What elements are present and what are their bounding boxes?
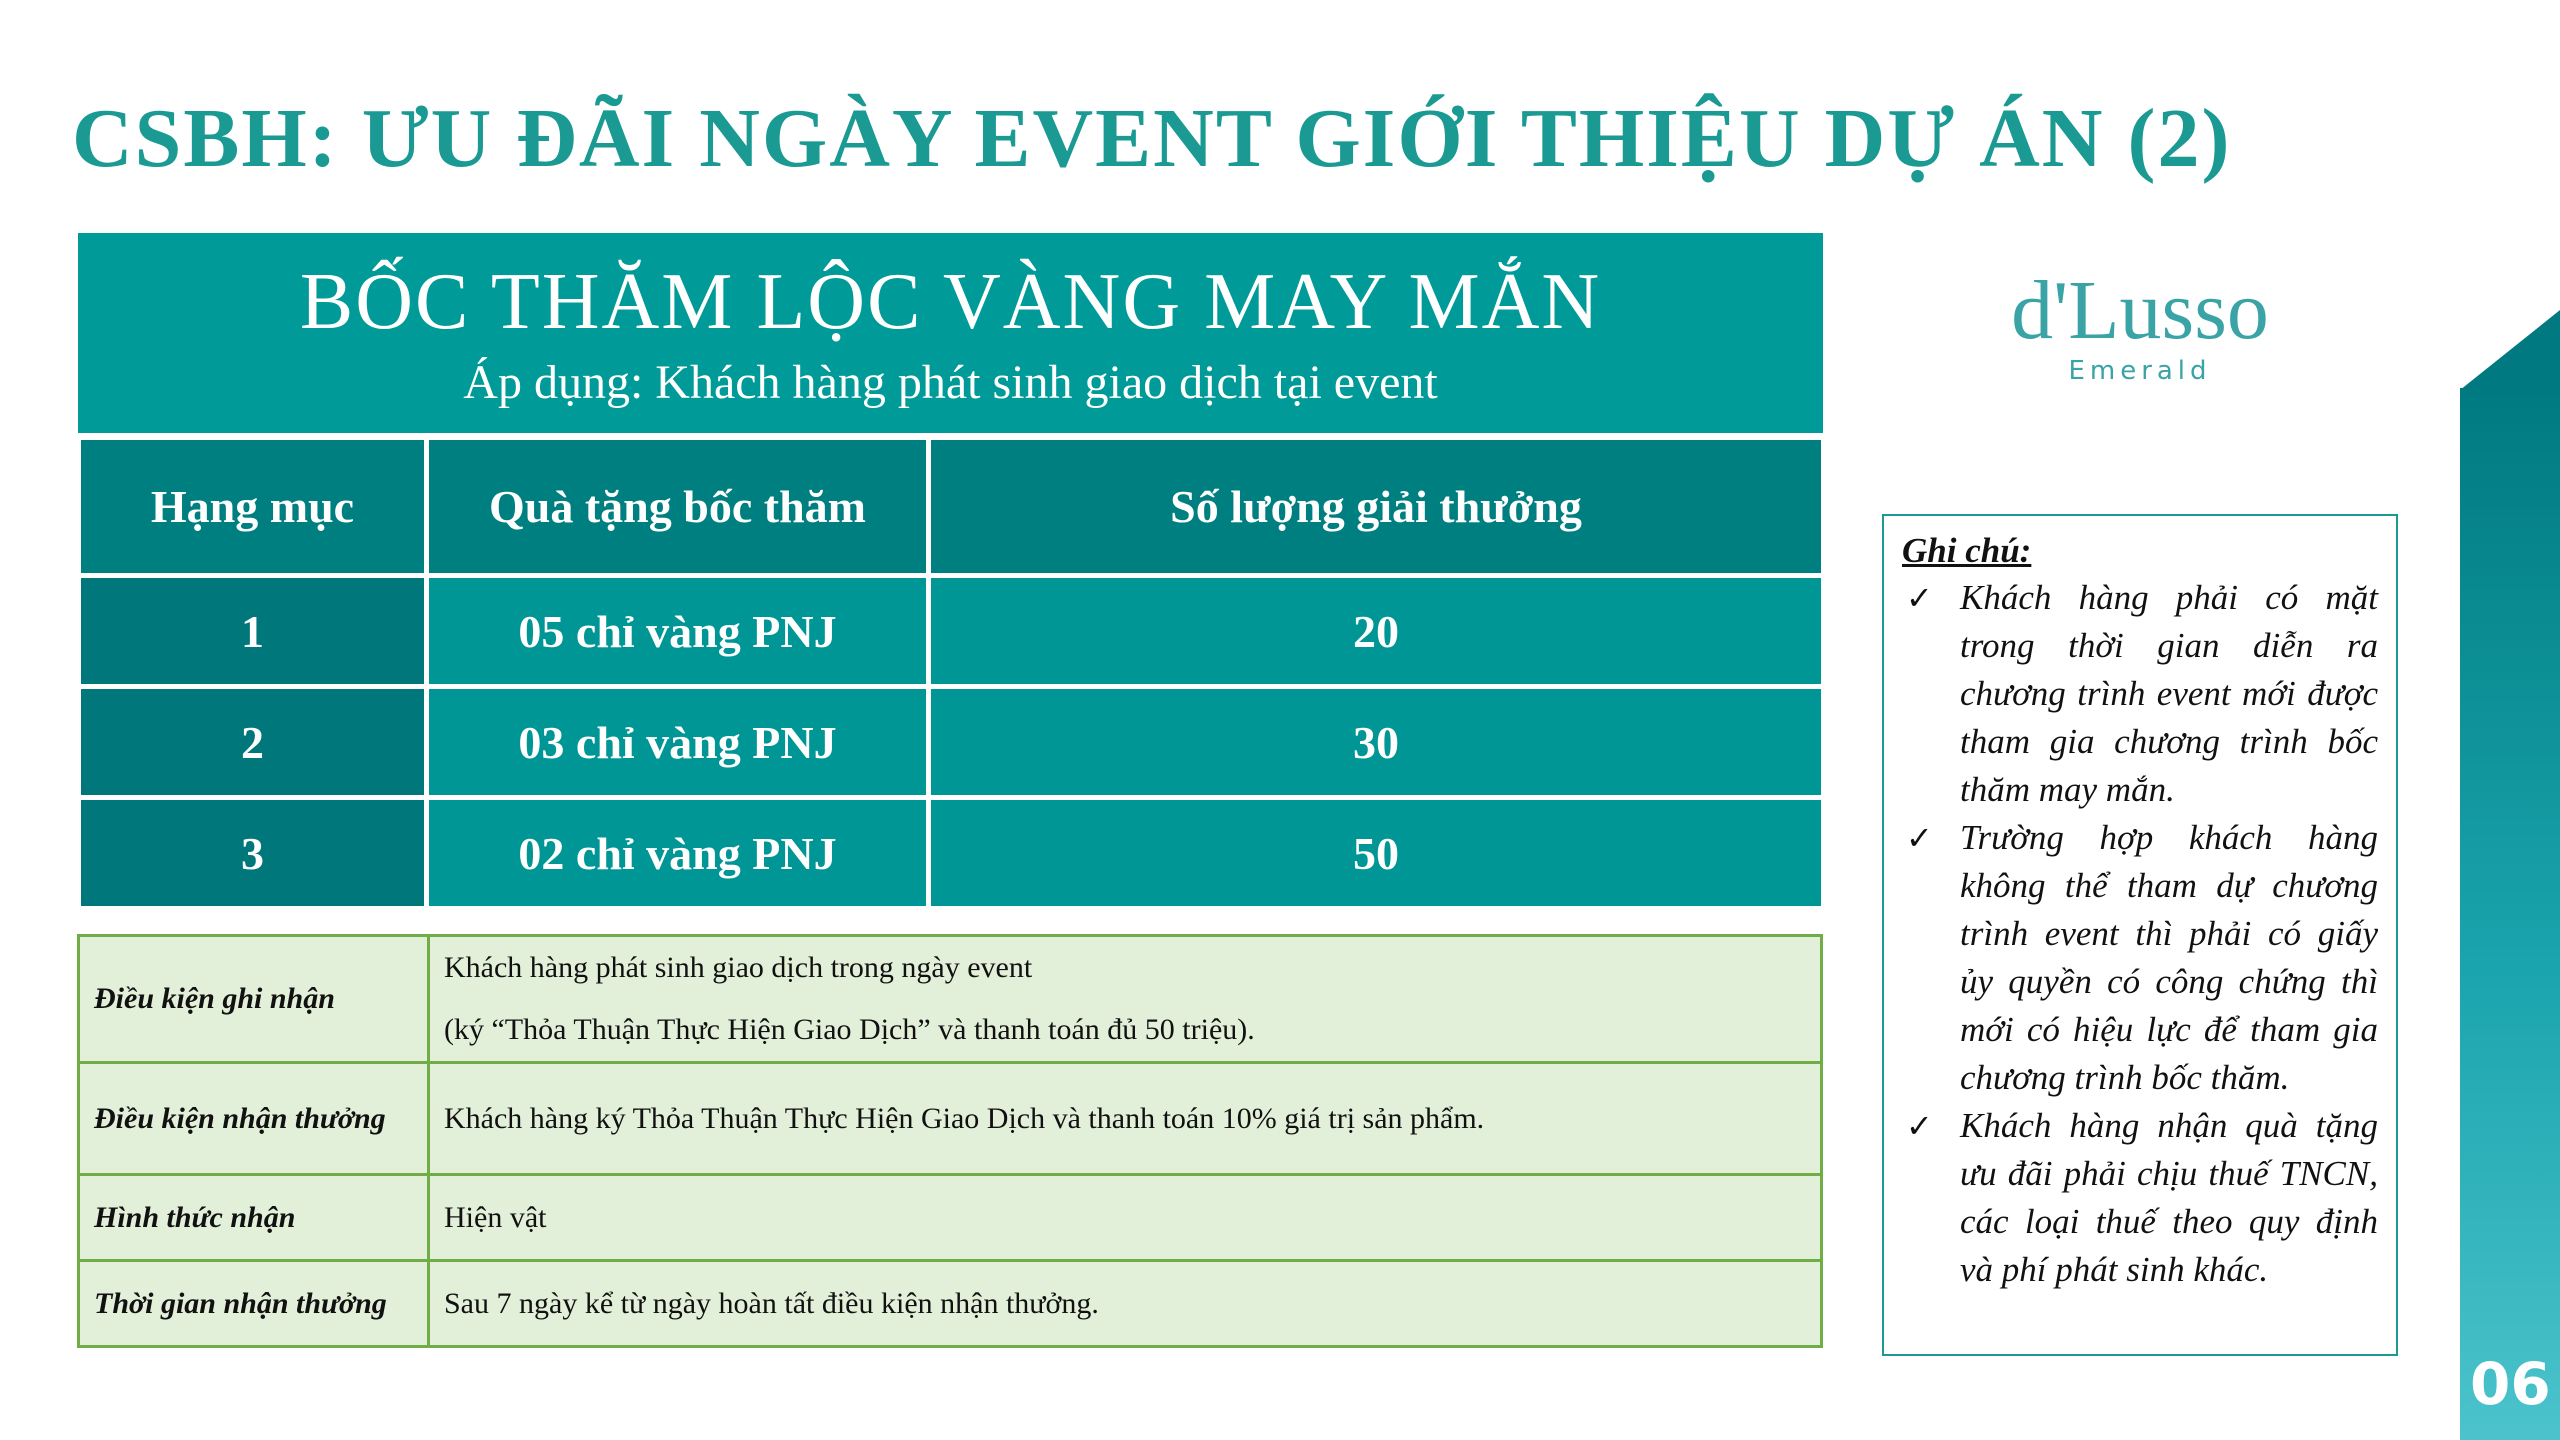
- condition-row: [79, 936, 1822, 1063]
- row-quantity: 30: [929, 687, 1824, 798]
- note-text: Trường hợp khách hàng không thể tham dự chương trình event thì phải có giấy ủy quyền có công chứng thì mới có hiệu lực để tham gia chương trình bốc thăm.: [1960, 818, 2378, 1097]
- header-quantity: Số lượng giải thưởng: [929, 438, 1824, 576]
- condition-value: [429, 1261, 1822, 1347]
- condition-label: Điều kiện ghi nhận: [79, 936, 429, 1063]
- checkmark-icon: ✓: [1906, 819, 1933, 857]
- header-gift: Quà tặng bốc thăm: [427, 438, 929, 576]
- notes-title: Ghi chú:: [1902, 531, 2032, 570]
- condition-row: [79, 1063, 1822, 1175]
- note-item: [1902, 574, 2378, 814]
- note-item: [1902, 814, 2378, 1102]
- condition-label: Thời gian nhận thưởng: [79, 1261, 429, 1347]
- condition-value: [429, 936, 1822, 1063]
- table-row: [79, 687, 1824, 798]
- checkmark-icon: ✓: [1906, 579, 1933, 617]
- page-number: 06: [2470, 1350, 2551, 1418]
- prize-table: [76, 435, 1826, 911]
- condition-value: [429, 1175, 1822, 1261]
- row-category: 1: [79, 576, 427, 687]
- conditions-table: [77, 934, 1823, 1348]
- row-gift: 03 chỉ vàng PNJ: [427, 687, 929, 798]
- row-category: 2: [79, 687, 427, 798]
- row-quantity: 50: [929, 798, 1824, 909]
- condition-value-line: Khách hàng ký Thỏa Thuận Thực Hiện Giao Dịch và thanh toán 10% giá trị sản phẩm.: [444, 1101, 1485, 1135]
- table-row: [79, 798, 1824, 909]
- note-item: [1902, 1102, 2378, 1294]
- banner-subtitle: Áp dụng: Khách hàng phát sinh giao dịch tại event: [463, 356, 1438, 409]
- note-text: Khách hàng nhận quà tặng ưu đãi phải chịu thuế TNCN, các loại thuế theo quy định và phí phát sinh khác.: [1960, 1106, 2378, 1289]
- row-gift: 05 chỉ vàng PNJ: [427, 576, 929, 687]
- row-category: 3: [79, 798, 427, 909]
- dlusso-emerald-logo: [2010, 266, 2270, 386]
- condition-value-line: (ký “Thỏa Thuận Thực Hiện Giao Dịch” và thanh toán đủ 50 triệu).: [444, 1013, 1255, 1046]
- note-text: Khách hàng phải có mặt trong thời gian diễn ra chương trình event mới được tham gia chương trình bốc thăm may mắn.: [1960, 578, 2378, 809]
- condition-row: [79, 1175, 1822, 1261]
- condition-value-line: Khách hàng phát sinh giao dịch trong ngày event: [444, 951, 1033, 984]
- condition-value-line: Hiện vật: [444, 1200, 547, 1234]
- condition-value: [429, 1063, 1822, 1175]
- slide-title: CSBH: ƯU ĐÃI NGÀY EVENT GIỚI THIỆU DỰ ÁN (2): [72, 92, 2232, 185]
- lucky-draw-banner: [78, 233, 1823, 433]
- notes-box: [1882, 514, 2398, 1356]
- table-row: [79, 576, 1824, 687]
- row-gift: 02 chỉ vàng PNJ: [427, 798, 929, 909]
- condition-value-line: Sau 7 ngày kể từ ngày hoàn tất điều kiện nhận thưởng.: [444, 1286, 1099, 1320]
- condition-label: Hình thức nhận: [79, 1175, 429, 1261]
- decorative-corner-shape: [2460, 310, 2560, 390]
- prize-table-header: [79, 438, 1824, 576]
- logo-subtitle: Emerald: [2068, 356, 2212, 386]
- checkmark-icon: ✓: [1906, 1107, 1933, 1145]
- header-category: Hạng mục: [79, 438, 427, 576]
- condition-row: [79, 1261, 1822, 1347]
- row-quantity: 20: [929, 576, 1824, 687]
- banner-title: BỐC THĂM LỘC VÀNG MAY MẮN: [299, 258, 1602, 346]
- condition-label: Điều kiện nhận thưởng: [79, 1063, 429, 1175]
- decorative-side-band: [2460, 388, 2560, 1440]
- logo-wordmark: d'Lusso: [2011, 264, 2269, 357]
